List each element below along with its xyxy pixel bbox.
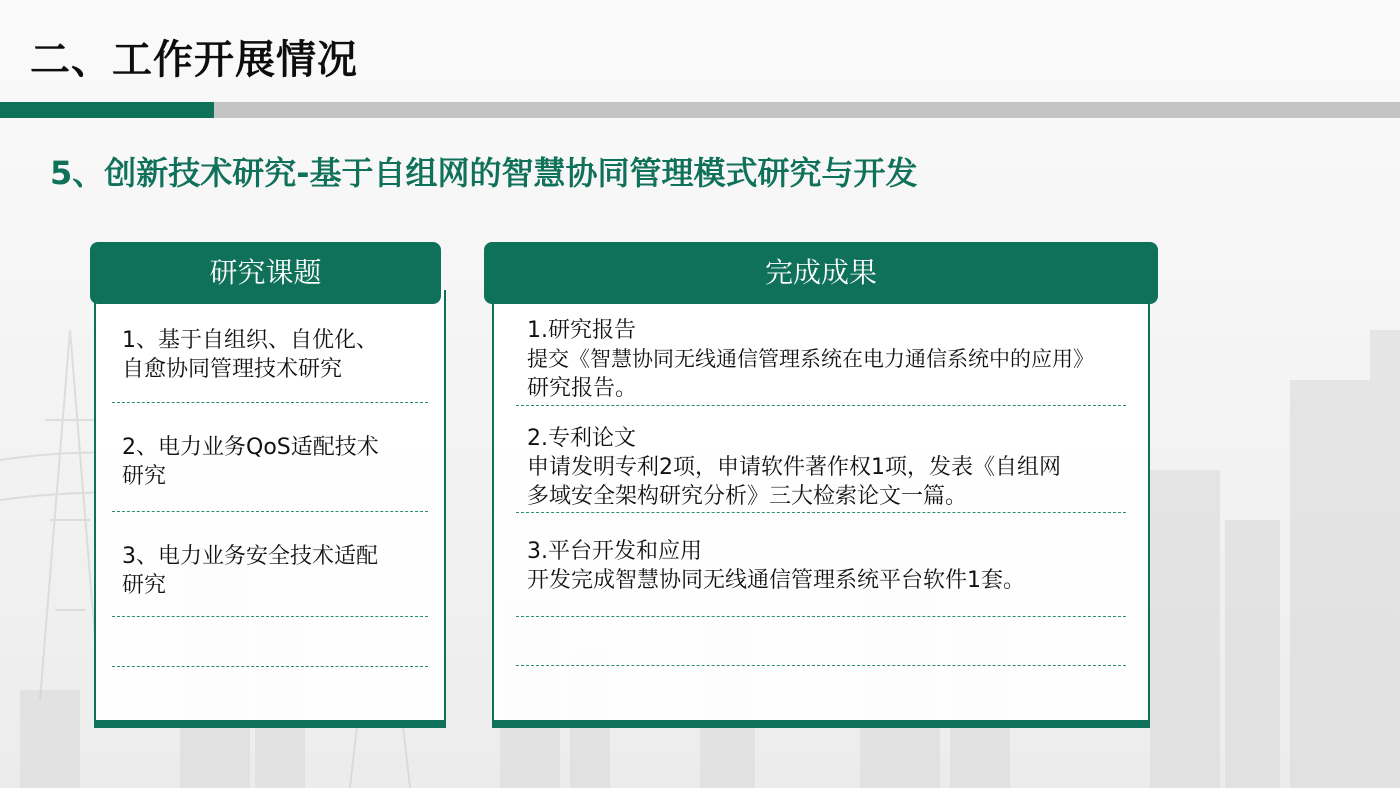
topic-3-line-2: 研究 xyxy=(122,573,167,598)
result-1-title: 1.研究报告 xyxy=(527,318,636,343)
result-divider xyxy=(516,512,1126,513)
page-title: 二、工作开展情况 xyxy=(30,37,358,83)
topic-1-line-2: 自愈协同管理技术研究 xyxy=(122,357,343,382)
research-topics-panel-bottom-bar xyxy=(94,720,446,728)
result-3-line-2: 开发完成智慧协同无线通信管理系统平台软件1套。 xyxy=(527,568,1025,593)
topic-3-line-1: 3、电力业务安全技术适配 xyxy=(122,544,378,569)
results-panel-bottom-bar xyxy=(492,720,1150,728)
topic-divider xyxy=(112,666,428,667)
title-accent-bar xyxy=(0,102,214,118)
results-header: 完成成果 xyxy=(484,242,1158,304)
result-2-title: 2.专利论文 xyxy=(527,426,636,451)
result-3-title: 3.平台开发和应用 xyxy=(527,539,702,564)
result-1-line-2: 提交《智慧协同无线通信管理系统在电力通信系统中的应用》 xyxy=(527,347,1094,371)
research-topics-header: 研究课题 xyxy=(90,242,441,304)
result-divider xyxy=(516,616,1126,617)
result-2-line-3: 多域安全架构研究分析》三大检索论文一篇。 xyxy=(527,484,968,509)
topic-2-line-1: 2、电力业务QoS适配技术 xyxy=(122,435,379,460)
topic-divider xyxy=(112,402,428,403)
topic-1-line-1: 1、基于自组织、自优化、 xyxy=(122,328,378,353)
topic-2-line-2: 研究 xyxy=(122,464,167,489)
result-1-line-3: 研究报告。 xyxy=(527,376,638,401)
result-divider xyxy=(516,405,1126,406)
topic-divider xyxy=(112,616,428,617)
result-2-line-2: 申请发明专利2项，申请软件著作权1项，发表《自组网 xyxy=(527,455,1061,480)
topic-divider xyxy=(112,511,428,512)
result-divider xyxy=(516,665,1126,666)
section-subtitle: 5、创新技术研究-基于自组网的智慧协同管理模式研究与开发 xyxy=(50,154,918,192)
title-divider-bar xyxy=(214,102,1400,118)
